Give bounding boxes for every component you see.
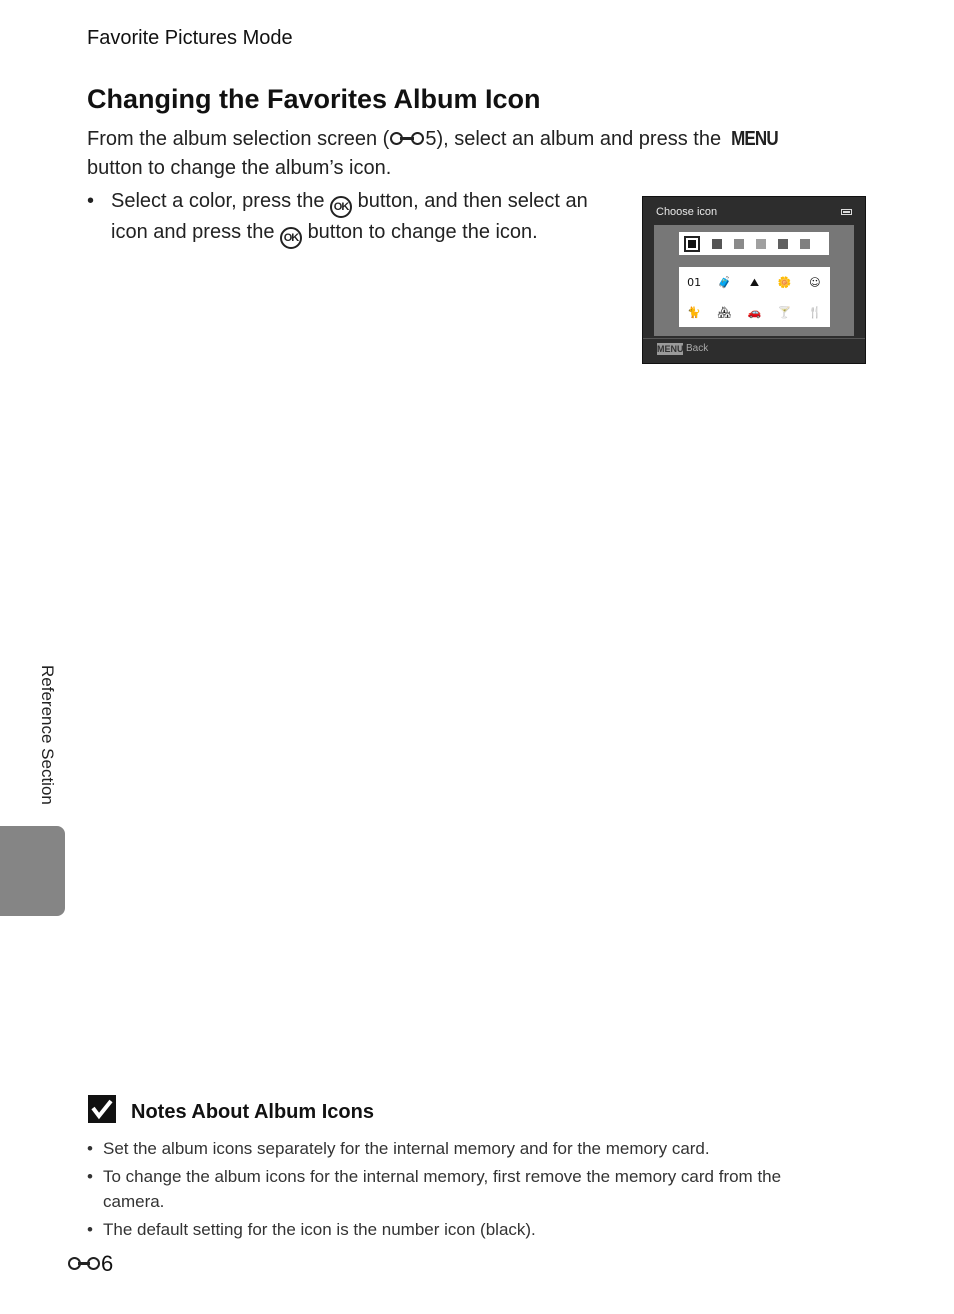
menu-button-icon: MENU: [730, 128, 778, 150]
car-icon: 🚗: [747, 305, 762, 319]
side-section-tab: [0, 826, 65, 916]
fork-knife-icon: 🍴: [808, 305, 822, 319]
color-swatch: [778, 239, 788, 249]
color-swatch: [756, 239, 766, 249]
intro-text-1: From the album selection screen (: [87, 128, 390, 150]
note-list: [87, 1136, 827, 1245]
cocktail-icon: 🍸: [777, 305, 792, 319]
instruction-item: [87, 187, 622, 249]
back-label: Back: [686, 343, 709, 354]
intro-ref-page: 5: [425, 128, 437, 150]
reference-icon: [389, 131, 425, 147]
menu-tag-icon: MENU: [657, 344, 684, 354]
note-title: Notes About Album Icons: [131, 1101, 374, 1123]
pet-icon: 🐈: [687, 305, 701, 319]
face-icon: ☺: [809, 275, 821, 289]
battery-icon: [841, 209, 852, 215]
color-swatch: [800, 239, 810, 249]
icon-selection-panel: [654, 225, 854, 336]
color-swatch-selected: [684, 236, 700, 252]
instruction-text-3: button to change the icon.: [307, 221, 538, 243]
camera-screen-title: Choose icon: [656, 206, 718, 218]
number-icon: 01: [687, 275, 702, 289]
color-selector: [679, 232, 829, 255]
color-swatch: [712, 239, 722, 249]
page-number-value: 6: [101, 1251, 114, 1276]
color-swatch: [734, 239, 744, 249]
mountain-icon: ⛰: [749, 275, 760, 289]
ok-button-icon: OK: [280, 227, 302, 249]
house-icon: 🏘: [717, 305, 732, 319]
note-item: • To change the album icons for the internal memory, first remove the memory card from the camera.: [87, 1164, 827, 1214]
checkmark-note-icon: [88, 1095, 116, 1123]
intro-paragraph: [87, 125, 827, 183]
note-item: • Set the album icons separately for the internal memory and for the memory card.: [87, 1136, 827, 1161]
camera-footer-divider: [643, 338, 865, 339]
ok-button-icon: OK: [330, 196, 352, 218]
instruction-text-1: Select a color, press the: [111, 190, 325, 212]
flower-icon: 🌼: [777, 275, 792, 289]
intro-text-2: ), select an album and press the: [436, 128, 722, 150]
section-header: Favorite Pictures Mode: [87, 27, 293, 49]
icon-grid: [679, 267, 830, 327]
reference-icon: [67, 1256, 101, 1272]
suitcase-icon: 🧳: [717, 275, 732, 289]
side-section-label: Reference Section: [38, 665, 57, 805]
note-item: • The default setting for the icon is the number icon (black).: [87, 1217, 827, 1242]
instruction-list: [87, 187, 622, 249]
instruction-text-2: button, and then select an icon and press the: [111, 190, 588, 243]
intro-text-3: button to change the album’s icon.: [87, 157, 392, 179]
page-title: Changing the Favorites Album Icon: [87, 84, 541, 114]
camera-screen-illustration: [642, 196, 866, 364]
page-number: [67, 1251, 113, 1277]
